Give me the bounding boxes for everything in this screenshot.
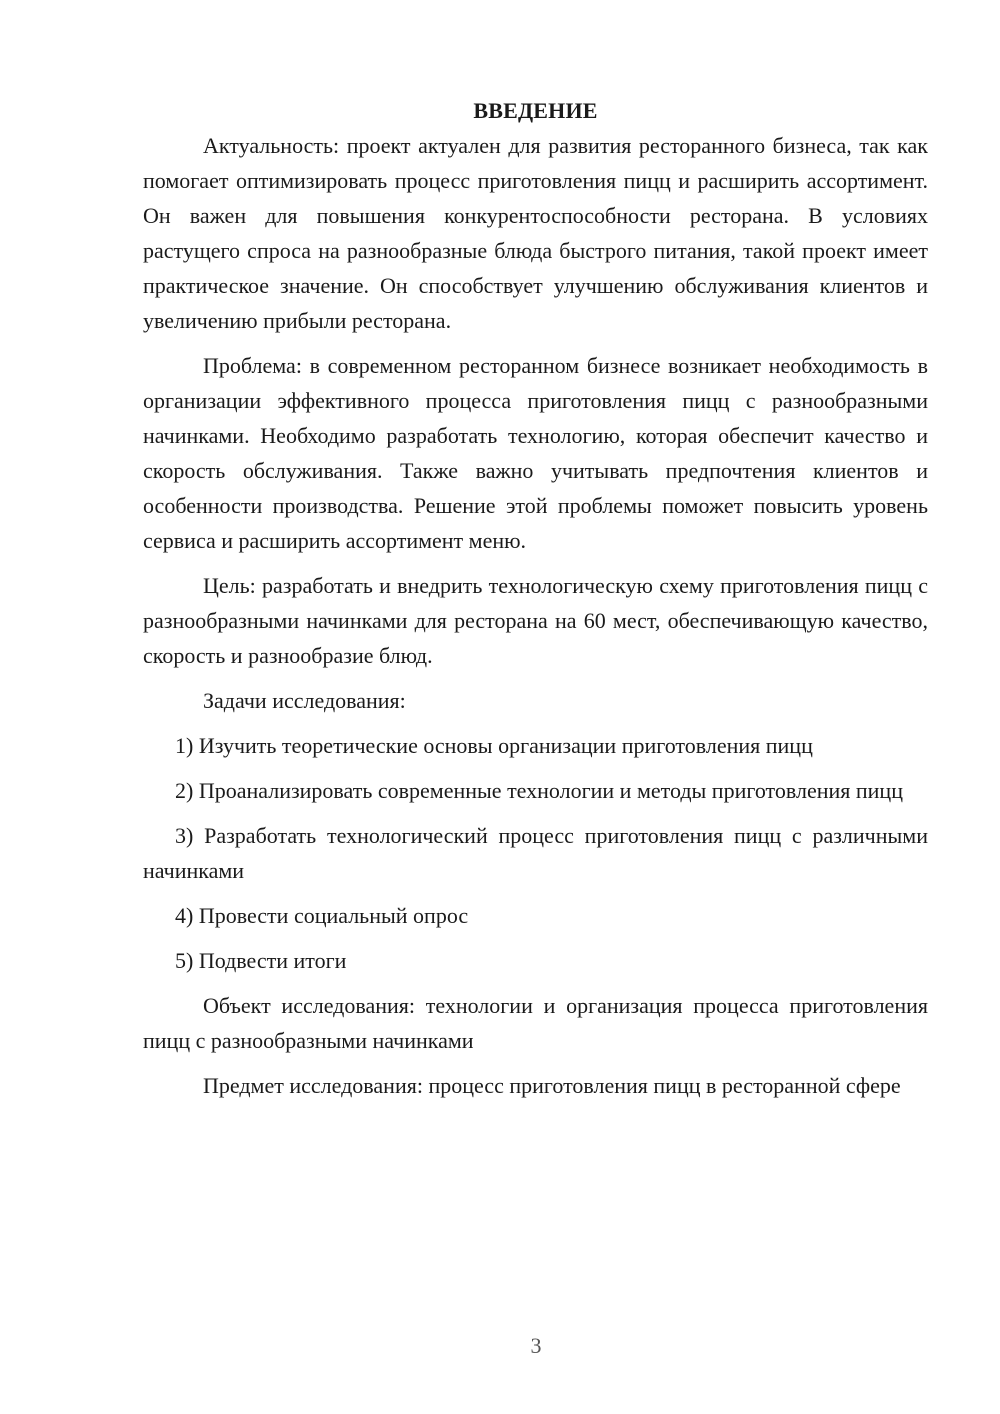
task-item-4: 4) Провести социальный опрос [175,903,469,928]
task-item-5: 5) Подвести итоги [175,948,347,973]
task-item-3: 3) Разработать технологический процесс приготовления пицц с различными начинками [143,823,928,883]
relevance-paragraph: Актуальность: проект актуален для развития ресторанного бизнеса, так как помогает оптимизировать процесс приготовления пицц и расширить ассортимент. Он важен для повышения конкурентоспособности ресторана. В условиях растущего спроса на разнообразные блюда быстрого питания, такой проект имеет практическое значение. Он способствует улучшению обслуживания клиентов и увеличению прибыли ресторана. [143,133,928,333]
task-item-2: 2) Проанализировать современные технологии и методы приготовления пицц [175,778,903,803]
page-number: 3 [530,1333,542,1358]
task-item-1: 1) Изучить теоретические основы организации приготовления пицц [175,733,813,758]
goal-paragraph: Цель: разработать и внедрить технологическую схему приготовления пицц с разнообразными начинками для ресторана на 60 мест, обеспечивающую качество, скорость и разнообразие блюд. [143,573,928,668]
tasks-heading: Задачи исследования: [203,688,406,713]
object-paragraph: Объект исследования: технологии и организация процесса приготовления пицц с разнообразными начинками [143,993,928,1053]
page-content [143,93,928,1113]
problem-paragraph: Проблема: в современном ресторанном бизнесе возникает необходимость в организации эффективного процесса приготовления пицц с разнообразными начинками. Необходимо разработать технологию, которая обеспечит качество и скорость обслуживания. Также важно учитывать предпочтения клиентов и особенности производства. Решение этой проблемы поможет повысить уровень сервиса и расширить ассортимент меню. [143,353,928,553]
subject-paragraph: Предмет исследования: процесс приготовления пицц в ресторанной сфере [203,1073,901,1098]
page-title: ВВЕДЕНИЕ [473,98,598,123]
